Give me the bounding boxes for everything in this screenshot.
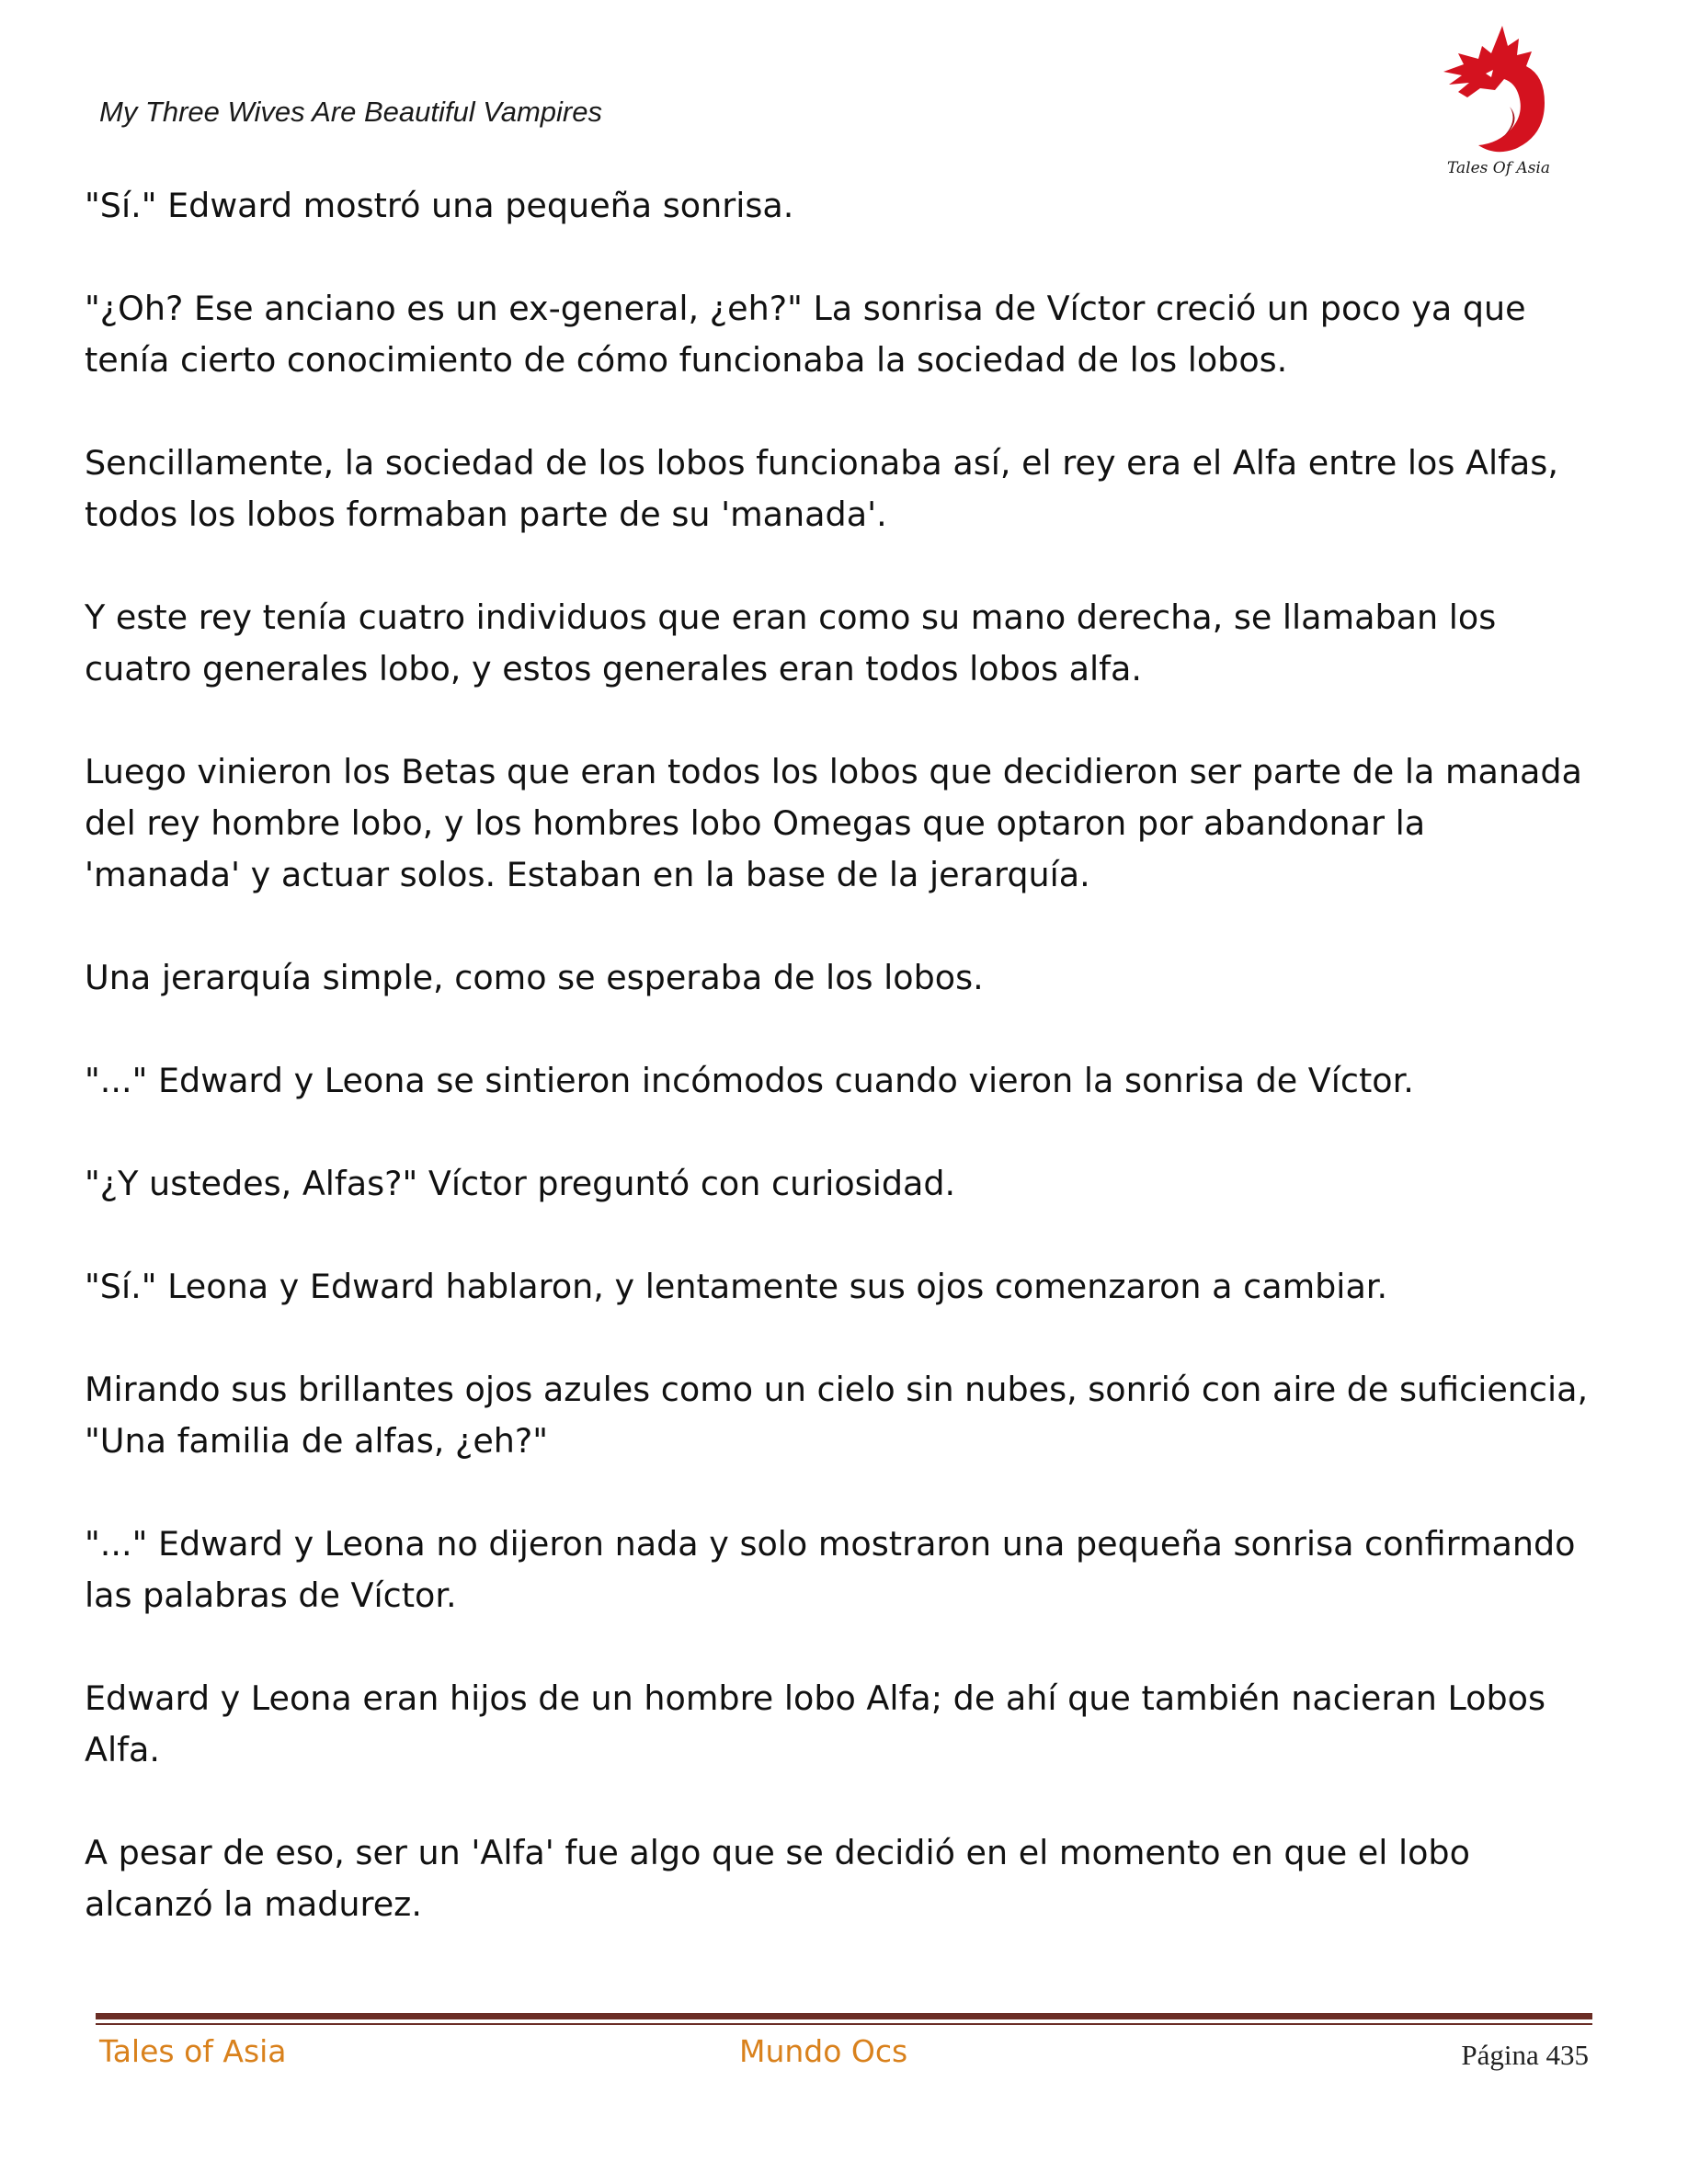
footer-divider: [96, 2013, 1592, 2019]
paragraph: Sencillamente, la sociedad de los lobos funcionaba así, el rey era el Alfa entre los Alfas, todos los lobos formaban parte de su 'manada'.: [85, 443, 1558, 534]
footer-divider-thin: [96, 2023, 1592, 2025]
page-number: Página 435: [1461, 2039, 1589, 2071]
paragraph: "Sí." Leona y Edward hablaron, y lentamente sus ojos comenzaron a cambiar.: [85, 1267, 1388, 1306]
paragraph: "..." Edward y Leona no dijeron nada y solo mostraron una pequeña sonrisa confirmando las palabras de Víctor.: [85, 1524, 1576, 1615]
paragraph: "¿Oh? Ese anciano es un ex-general, ¿eh?" La sonrisa de Víctor creció un poco ya que tenía cierto conocimiento de cómo funcionaba la sociedad de los lobos.: [85, 289, 1526, 380]
chapter-body: [85, 180, 1629, 1982]
paragraph: "¿Y ustedes, Alfas?" Víctor preguntó con curiosidad.: [85, 1164, 956, 1203]
paragraph: Mirando sus brillantes ojos azules como un cielo sin nubes, sonrió con aire de suficiencia, "Una familia de alfas, ¿eh?": [85, 1370, 1589, 1461]
paragraph: A pesar de eso, ser un 'Alfa' fue algo que se decidió en el momento en que el lobo alcanzó la madurez.: [85, 1833, 1470, 1924]
logo-text: Tales Of Asia: [1447, 159, 1550, 177]
dragon-logo-icon: [1431, 18, 1559, 184]
paragraph: Y este rey tenía cuatro individuos que eran como su mano derecha, se llamaban los cuatro generales lobo, y estos generales eran todos lobos alfa.: [85, 597, 1497, 688]
tales-of-asia-logo: [1431, 18, 1559, 184]
footer-publisher: Tales of Asia: [99, 2033, 287, 2069]
paragraph: "..." Edward y Leona se sintieron incómodos cuando vieron la sonrisa de Víctor.: [85, 1061, 1414, 1100]
footer-site: Mundo Ocs: [739, 2033, 908, 2069]
paragraph: Luego vinieron los Betas que eran todos los lobos que decidieron ser parte de la manada del rey hombre lobo, y los hombres lobo Omegas que optaron por abandonar la 'manada' y actuar solos. Estaban en la base de la jerarquía.: [85, 752, 1582, 894]
book-title: My Three Wives Are Beautiful Vampires: [99, 96, 602, 128]
paragraph: Una jerarquía simple, como se esperaba de los lobos.: [85, 958, 984, 997]
paragraph: Edward y Leona eran hijos de un hombre lobo Alfa; de ahí que también nacieran Lobos Alfa.: [85, 1678, 1546, 1769]
paragraph: "Sí." Edward mostró una pequeña sonrisa.: [85, 186, 794, 225]
